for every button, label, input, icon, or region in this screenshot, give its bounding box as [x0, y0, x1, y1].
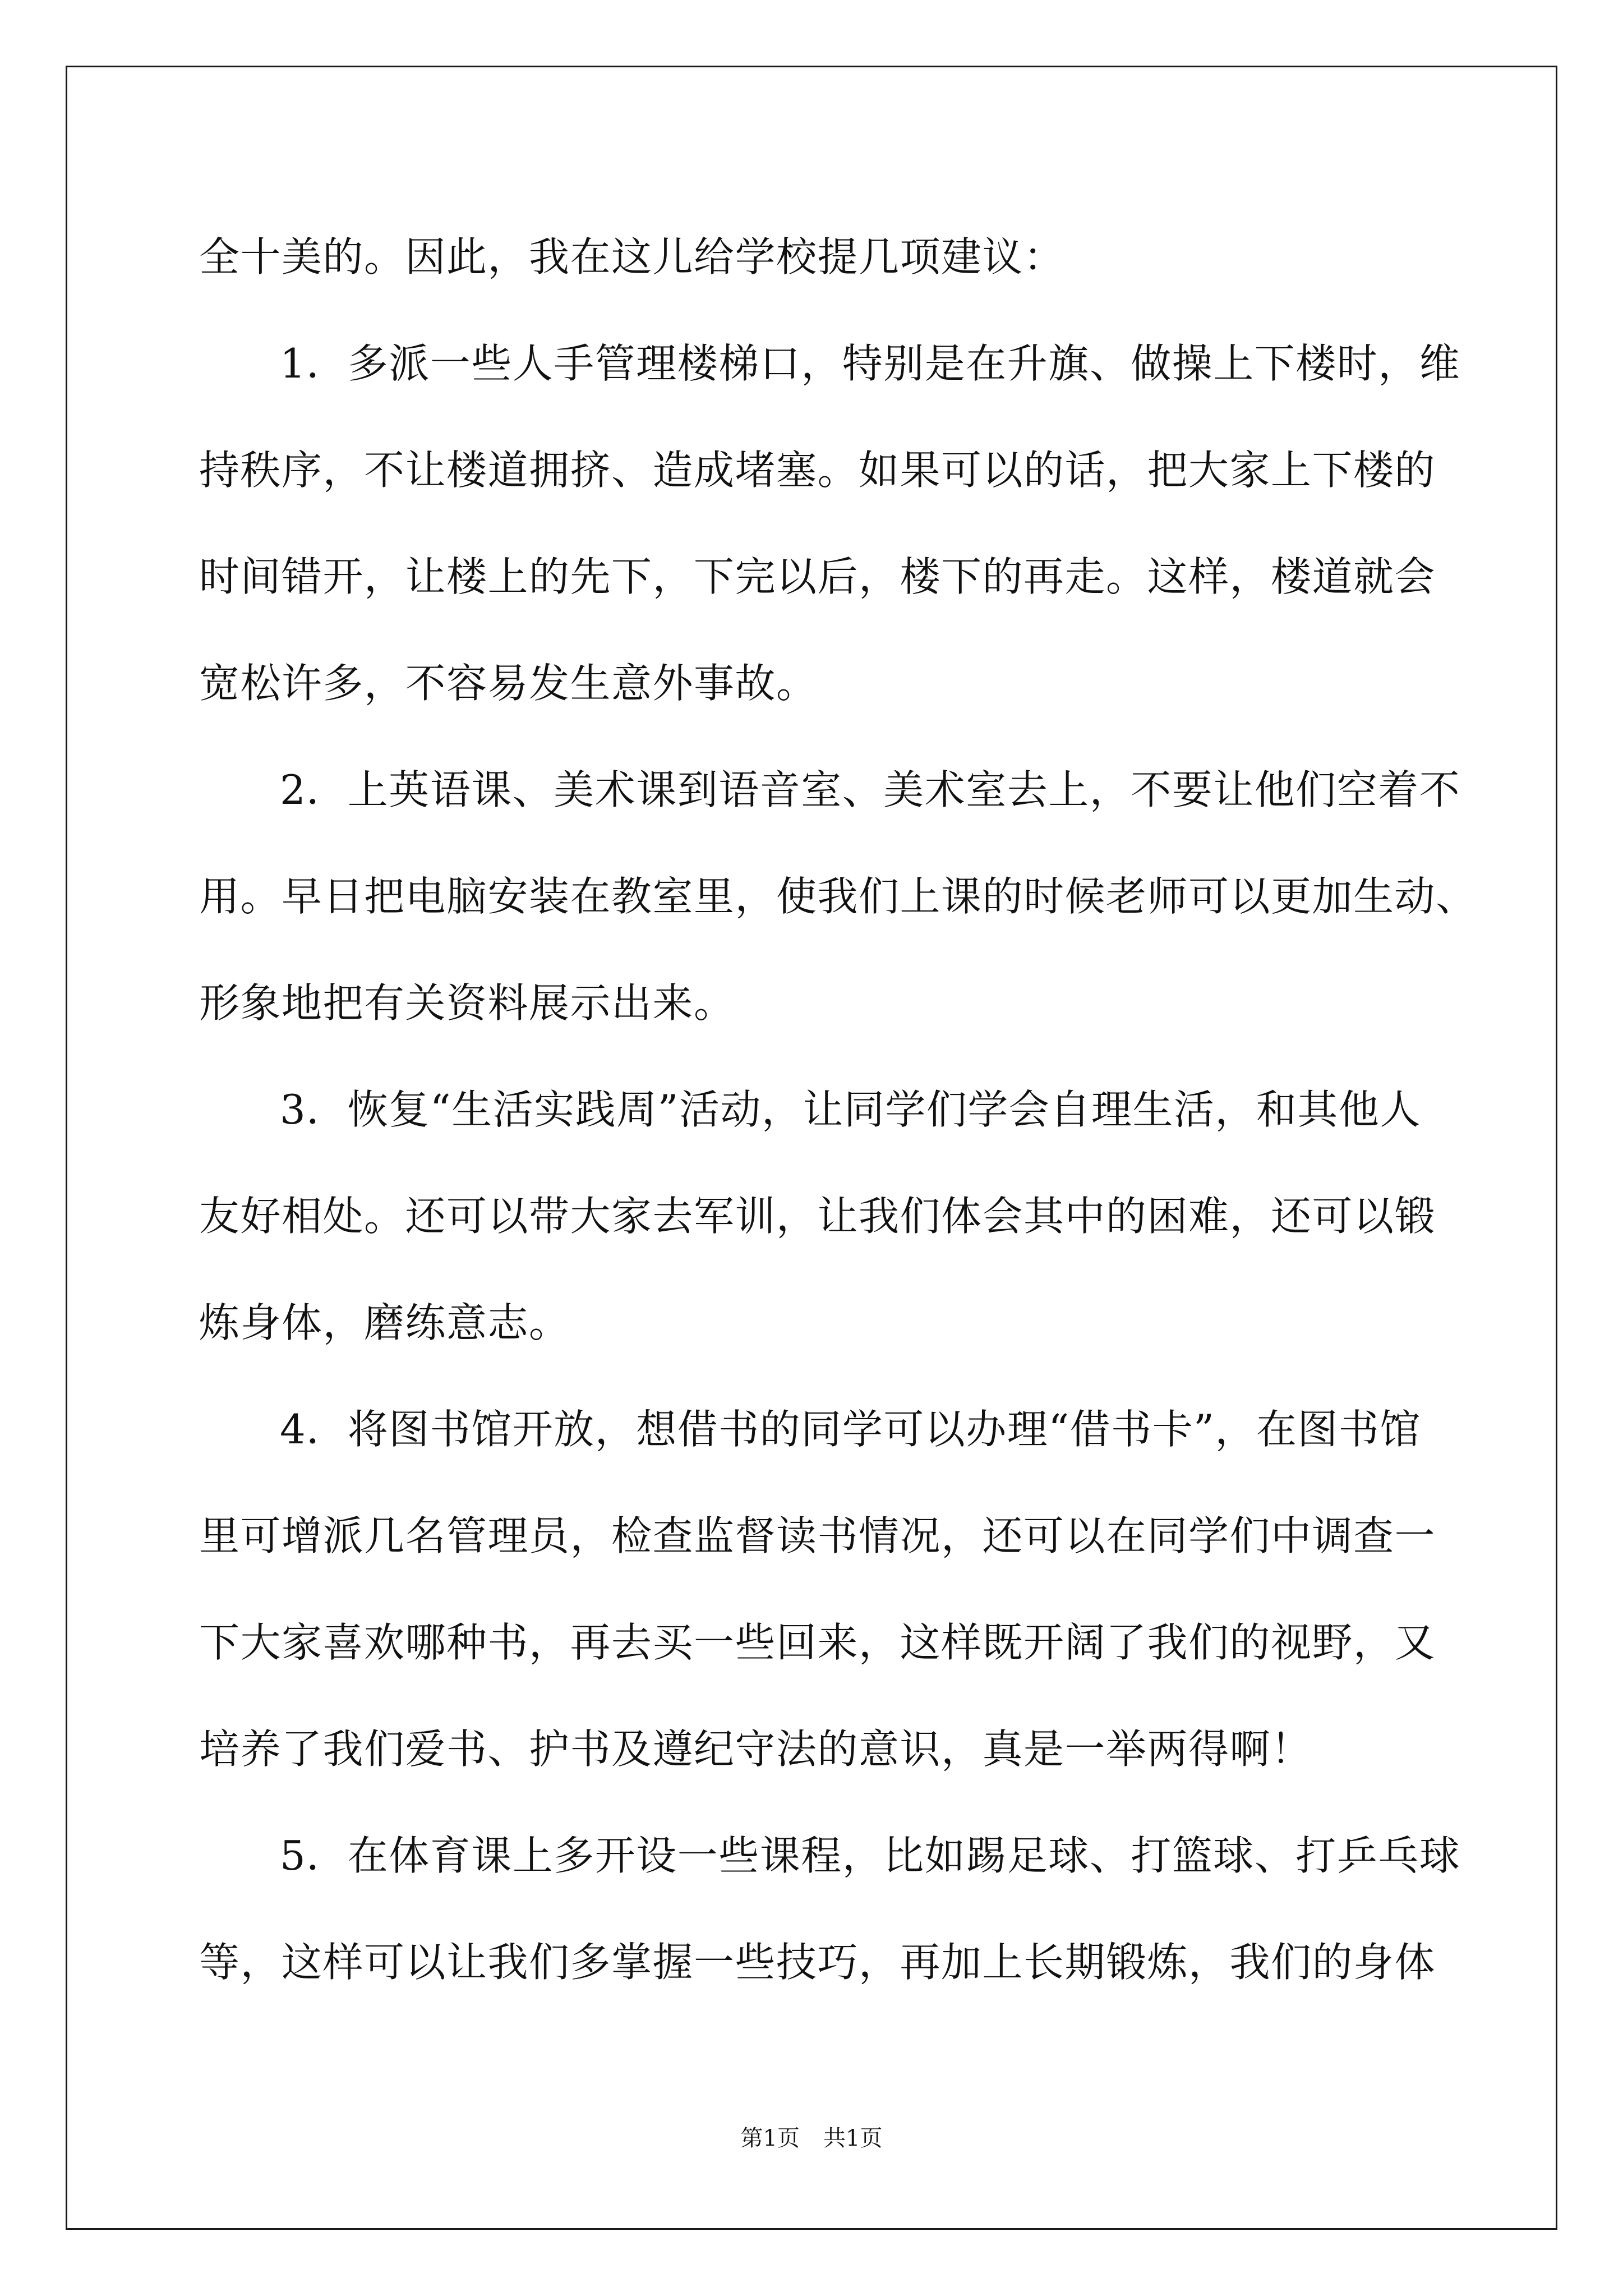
text-line: 下大家喜欢哪种书，再去买一些回来，这样既开阔了我们的视野，又	[199, 1619, 1436, 1666]
text-line: 形象地把有关资料展示出来。	[199, 979, 735, 1027]
page-number: 第1页	[740, 2125, 800, 2151]
document-body	[199, 204, 1477, 2016]
text-line: 5．在体育课上多开设一些课程，比如踢足球、打篮球、打乒乓球	[280, 1832, 1461, 1879]
text-line: 宽松许多，不容易发生意外事故。	[199, 660, 818, 707]
text-line: 培养了我们爱书、护书及遵纪守法的意识，真是一举两得啊！	[199, 1726, 1312, 1773]
page-total: 共1页	[823, 2125, 883, 2151]
text-line: 全十美的。因此，我在这儿给学校提几项建议：	[199, 233, 1065, 280]
text-line: 持秩序，不让楼道拥挤、造成堵塞。如果可以的话，把大家上下楼的	[199, 447, 1436, 494]
text-line: 用。早日把电脑安装在教室里，使我们上课的时候老师可以更加生动、	[199, 873, 1477, 920]
text-line: 炼身体，磨练意志。	[199, 1299, 570, 1346]
text-line: 3．恢复“生活实践周”活动，让同学们学会自理生活，和其他人	[280, 1086, 1421, 1133]
text-line: 2．上英语课、美术课到语音室、美术室去上，不要让他们空着不	[280, 766, 1461, 813]
text-line: 4．将图书馆开放，想借书的同学可以办理“借书卡”，在图书馆	[280, 1406, 1421, 1453]
page-footer	[0, 2120, 1623, 2152]
text-line: 1．多派一些人手管理楼梯口，特别是在升旗、做操上下楼时，维	[280, 340, 1461, 387]
text-line: 时间错开，让楼上的先下，下完以后，楼下的再走。这样，楼道就会	[199, 553, 1436, 600]
text-line: 等，这样可以让我们多掌握一些技巧，再加上长期锻炼，我们的身体	[199, 1939, 1436, 1986]
text-line: 友好相处。还可以带大家去军训，让我们体会其中的困难，还可以锻	[199, 1193, 1436, 1240]
text-line: 里可增派几名管理员，检查监督读书情况，还可以在同学们中调查一	[199, 1512, 1436, 1559]
